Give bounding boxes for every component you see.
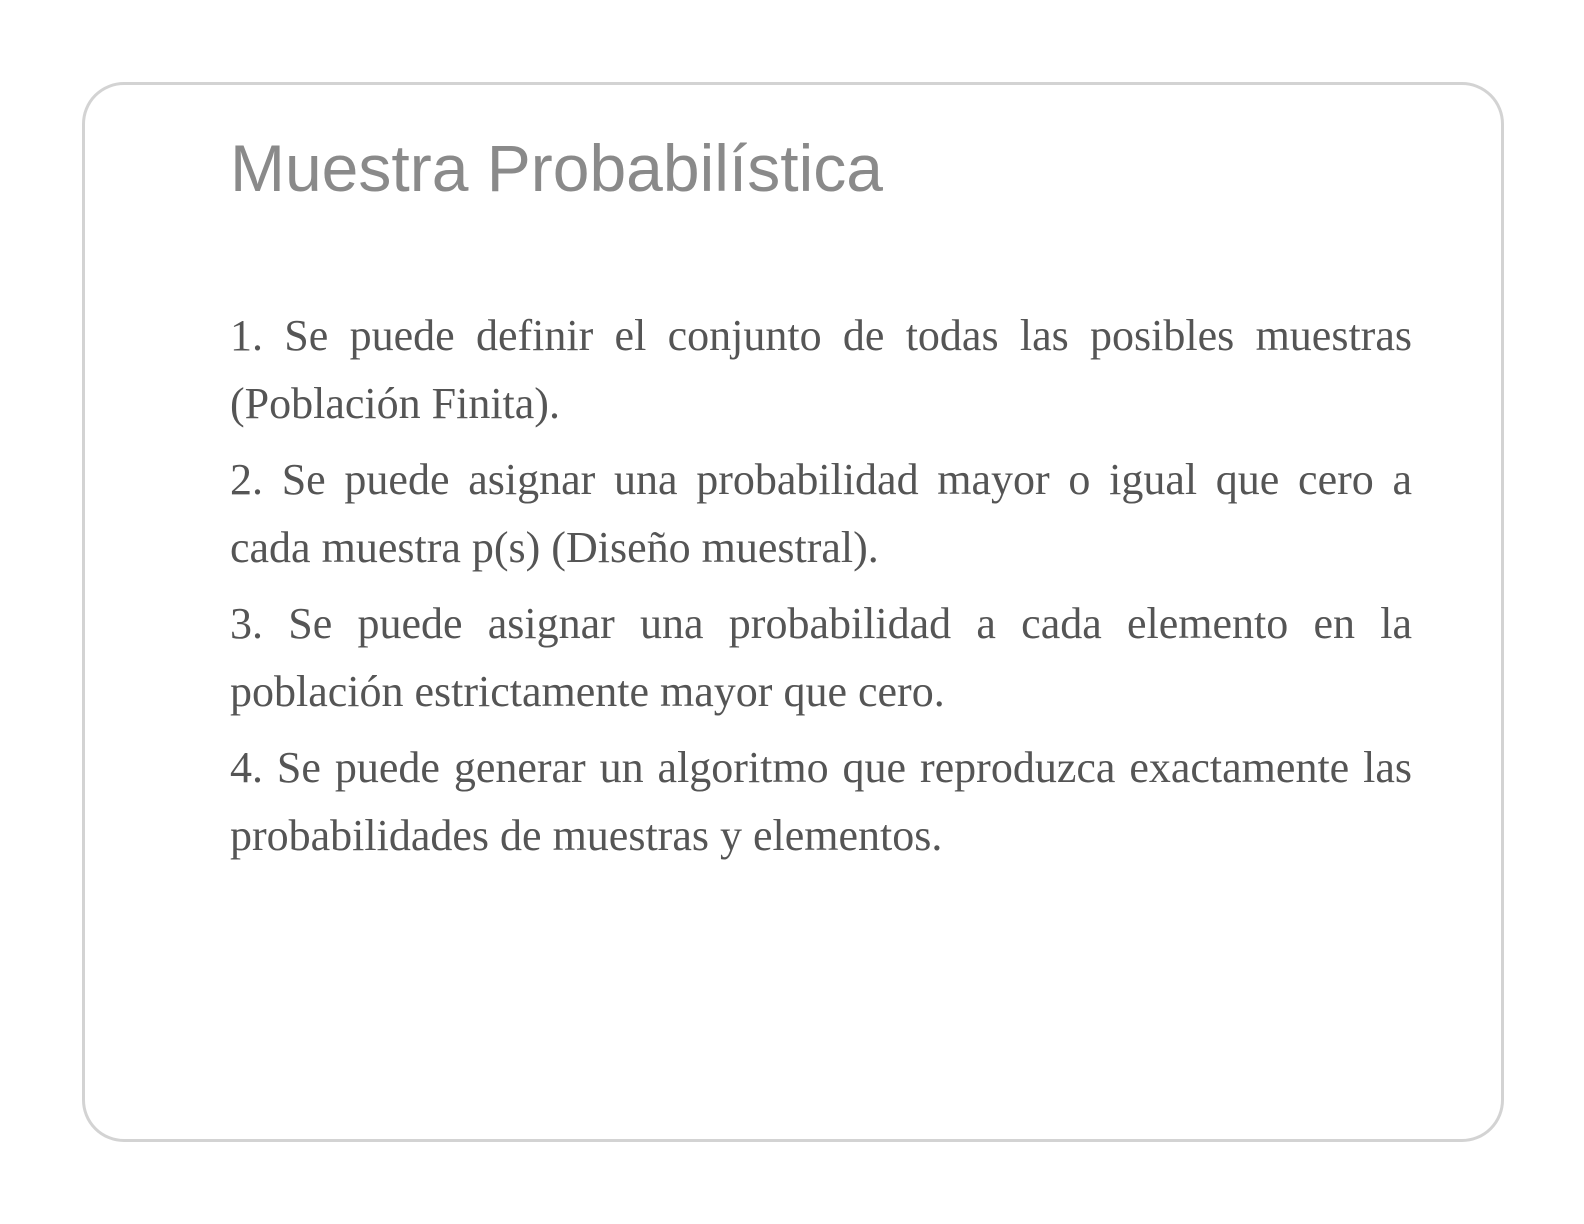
content-list bbox=[230, 302, 1412, 878]
list-item: 2. Se puede asignar una probabilidad mayor o igual que cero a cada muestra p(s) (Diseño muestral). bbox=[230, 455, 1412, 572]
list-item: 3. Se puede asignar una probabilidad a cada elemento en la población estrictamente mayor que cero. bbox=[230, 599, 1412, 716]
slide-title: Muestra Probabilística bbox=[230, 131, 883, 205]
list-item: 4. Se puede generar un algoritmo que reproduzca exactamente las probabilidades de muestras y elementos. bbox=[230, 743, 1412, 860]
list-item: 1. Se puede definir el conjunto de todas las posibles muestras (Población Finita). bbox=[230, 311, 1412, 428]
